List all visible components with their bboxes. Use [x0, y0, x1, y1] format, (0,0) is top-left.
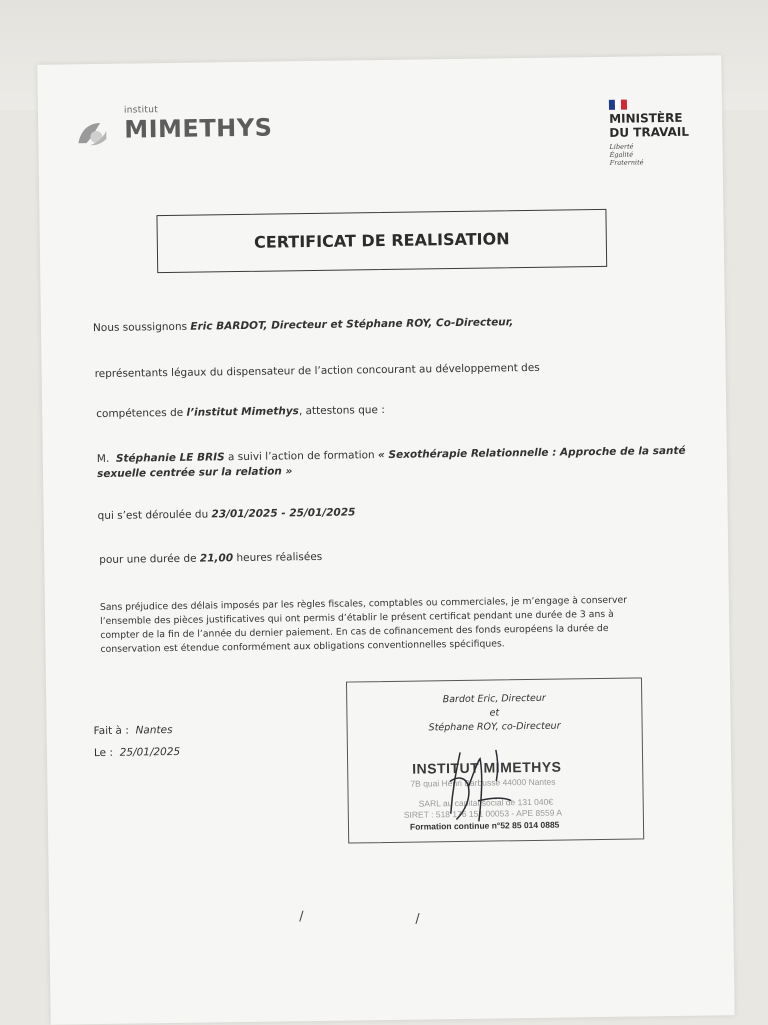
logo-institut-text: institut: [123, 105, 159, 116]
document-title: CERTIFICAT DE REALISATION: [253, 229, 510, 252]
legal-paragraph: Sans préjudice des délais imposés par les règles fiscales, comptables ou commerciales, je m’engage à conserver l’ensemble des pièces justificatives qui ont permis d’établir le présent certificat pendant une durée de 3 ans à compter de la fin de l’année du dernier paiement. En cas de cofinancement des fonds européens la durée de conservation est étendue conformément aux obligations conventionnelles spécifiques.: [99, 594, 628, 655]
stamp-capital: SARL au capital social de 131 040€: [418, 796, 554, 809]
trainee-name: Stéphanie LE BRIS: [115, 451, 225, 465]
intro-line: Nous soussignons Eric BARDOT, Directeur et Stéphane ROY, Co-Directeur,: [92, 316, 514, 335]
stamp-company-name: INSTITUT MIMETHYS: [412, 758, 562, 777]
representatives-line: représentants légaux du dispensateur de l’action concourant au développement des: [94, 361, 540, 381]
trainee-line: M. Stéphanie LE BRIS a suivi l’action de formation « Sexothérapie Relationnelle : Approche de la santé: [96, 444, 686, 466]
stamp-address: 7B quai Henri Barbusse 44000 Nantes: [410, 776, 556, 789]
competences-line: compétences de l’institut Mimethys, attestons que :: [96, 404, 385, 421]
directors-names: Eric BARDOT, Directeur et Stéphane ROY, Co-Directeur,: [190, 316, 514, 333]
french-flag-icon: [609, 95, 627, 105]
place-line: Fait à : Nantes: [93, 723, 173, 738]
handwritten-signature-icon: [438, 740, 549, 837]
course-title-part1: « Sexothérapie Relationnelle : Approche de la santé: [377, 444, 686, 462]
signatories: Bardot Eric, Directeur et Stéphane ROY, co-Directeur: [428, 692, 561, 734]
title-box: [156, 209, 607, 273]
ministry-line1: MINISTÈRE: [609, 110, 683, 126]
footer-mark-left: /: [299, 909, 304, 925]
duration-line: pour une durée de 21,00 heures réalisées: [99, 550, 323, 567]
certificate-page: [37, 55, 734, 1024]
ministry-motto: Liberté Égalité Fraternité: [609, 142, 644, 167]
date-line: Le : 25/01/2025: [93, 745, 181, 760]
duration-hours: 21,00: [199, 552, 234, 565]
signature-box: [346, 677, 644, 843]
stamp-siret: SIRET : 518 176 151 00053 - APE 8559 A: [403, 807, 563, 820]
footer-mark-right: /: [415, 911, 420, 927]
training-dates: 23/01/2025 - 25/01/2025: [211, 506, 356, 521]
mimethys-logo-icon: [74, 117, 110, 149]
course-title-part2: sexuelle centrée sur la relation »: [96, 465, 293, 481]
ministry-line2: DU TRAVAIL: [609, 124, 690, 140]
dates-line: qui s’est déroulée du 23/01/2025 - 25/01/2025: [97, 506, 356, 523]
place-value: Nantes: [135, 723, 173, 737]
date-value: 25/01/2025: [119, 745, 181, 759]
stamp-formation-number: Formation continue n°52 85 014 0885: [409, 819, 560, 832]
institute-name: l’institut Mimethys: [186, 405, 299, 419]
logo-mimethys-text: MIMETHYS: [124, 113, 273, 144]
